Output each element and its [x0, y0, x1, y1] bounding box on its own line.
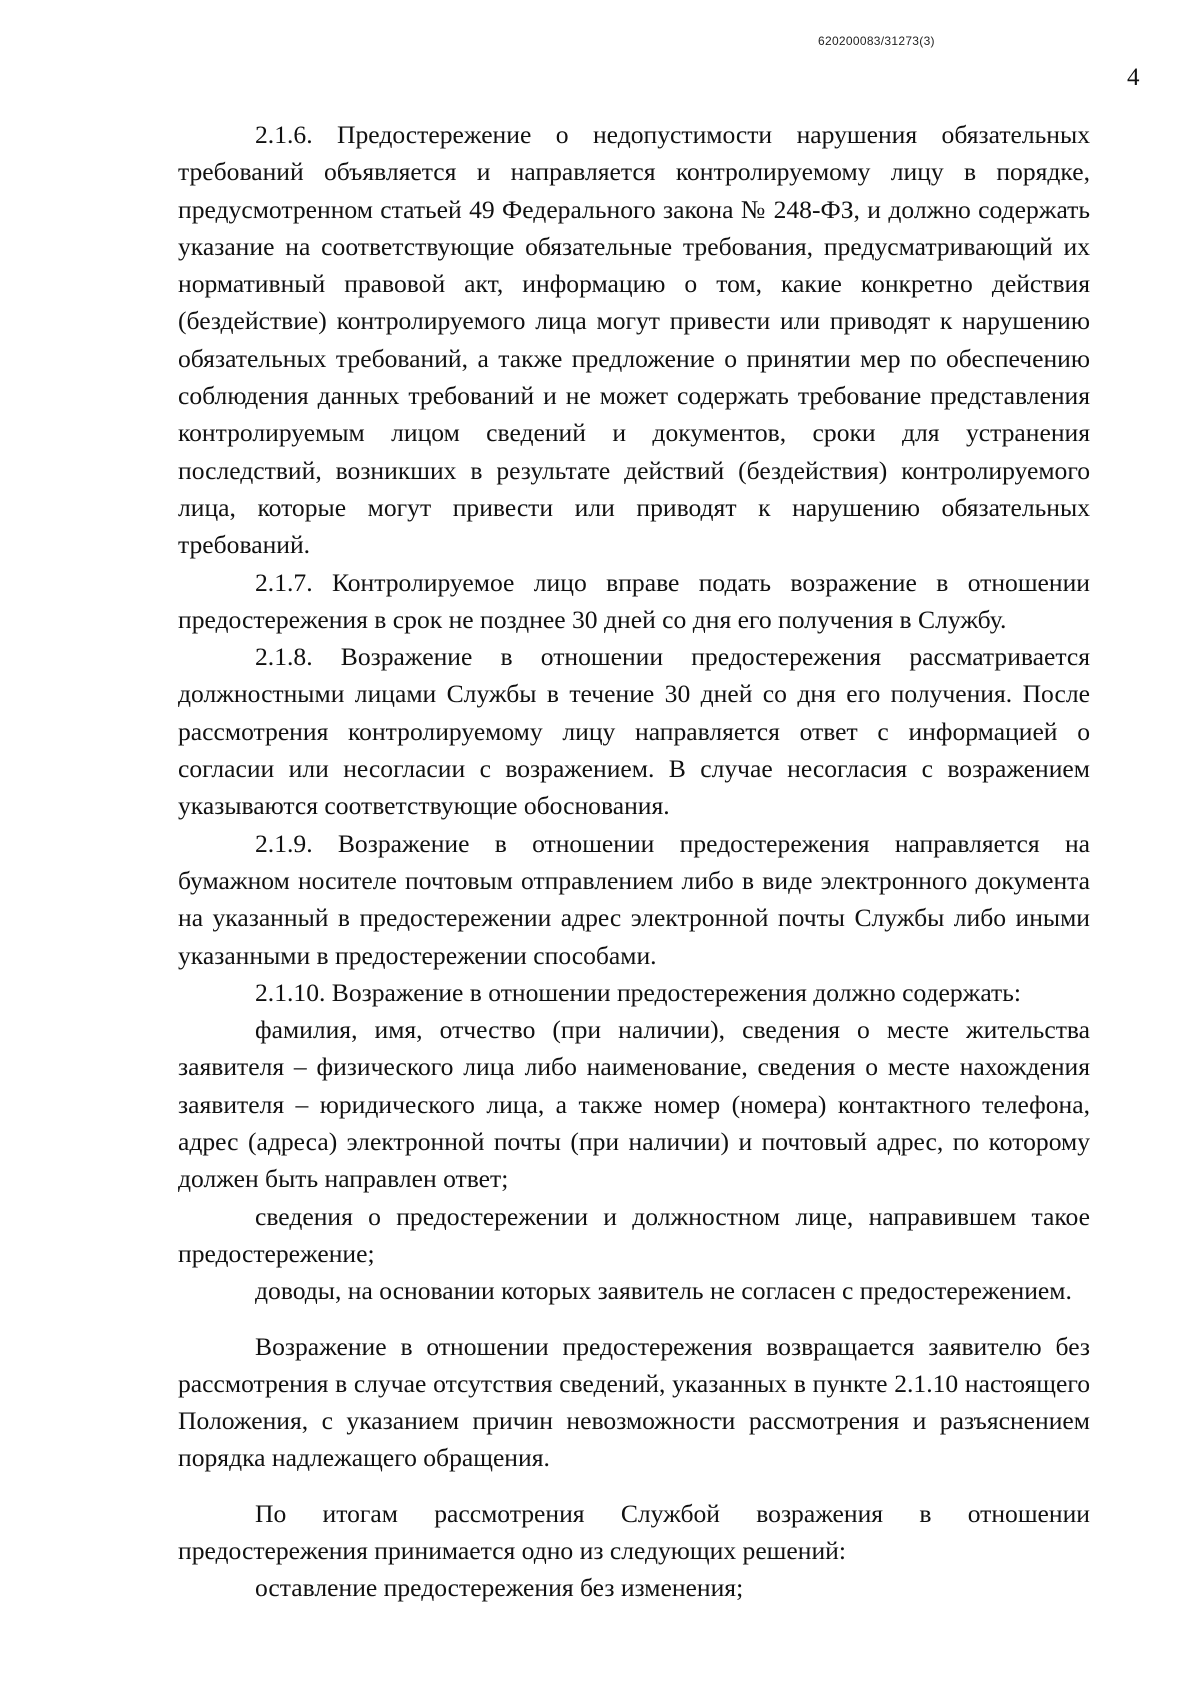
- list-item-applicant-details: фамилия, имя, отчество (при наличии), сведения о месте жительства заявителя – физического лица либо наименование, сведения о месте нахождения заявителя – юридического лица, а также номер (номера) контактного телефона, адрес (адреса) электронной почты (при наличии) и почтовый адрес, по которому должен быть направлен ответ;: [178, 1015, 1090, 1194]
- document-body: [178, 116, 1090, 1607]
- paragraph-2-1-9: 2.1.9. Возражение в отношении предостережения направляется на бумажном носителе почтовым отправлением либо в виде электронного документа на указанный в предостережении адрес электронной почты Службы либо иными указанными в предостережении способами.: [178, 828, 1090, 970]
- paragraph-return-objection: Возражение в отношении предостережения возвращается заявителю без рассмотрения в случае отсутствия сведений, указанных в пункте 2.1.10 настоящего Положения, с указанием причин невозможности рассмотрения и разъяснением порядка надлежащего обращения.: [178, 1331, 1090, 1473]
- document-registration-code: 620200083/31273(3): [818, 34, 935, 48]
- paragraph-2-1-6: 2.1.6. Предостережение о недопустимости нарушения обязательных требований объявляется и направляется контролируемому лицу в порядке, предусмотренном статьей 49 Федерального закона № 248-ФЗ, и должно содержать указание на соответствующие обязательные требования, предусматривающий их нормативный правовой акт, информацию о том, какие конкретно действия (бездействие) контролируемого лица могут привести или приводят к нарушению обязательных требований, а также предложение о принятии мер по обеспечению соблюдения данных требований и не может содержать требование представления контролируемым лицом сведений и документов, сроки для устранения последствий, возникших в результате действий (бездействия) контролируемого лица, которые могут привести или приводят к нарушению обязательных требований.: [178, 120, 1090, 560]
- paragraph-2-1-8: 2.1.8. Возражение в отношении предостережения рассматривается должностными лицами Службы в течение 30 дней со дня его получения. После рассмотрения контролируемому лицу направляется ответ с информацией о согласии или несогласии с возражением. В случае несогласия с возражением указываются соответствующие обоснования.: [178, 642, 1090, 821]
- list-item-arguments: доводы, на основании которых заявитель не согласен с предостережением.: [255, 1276, 1072, 1306]
- paragraph-2-1-7: 2.1.7. Контролируемое лицо вправе подать возражение в отношении предостережения в срок не позднее 30 дней со дня его получения в Службу.: [178, 567, 1090, 634]
- paragraph-review-results: По итогам рассмотрения Службой возражения в отношении предостережения принимается одно из следующих решений:: [178, 1498, 1090, 1565]
- list-item-warning-details: сведения о предостережении и должностном лице, направившем такое предостережение;: [178, 1201, 1090, 1268]
- page-number: 4: [1127, 64, 1140, 91]
- list-item-leave-unchanged: оставление предостережения без изменения;: [255, 1573, 744, 1603]
- paragraph-2-1-10: 2.1.10. Возражение в отношении предостережения должно содержать:: [255, 977, 1022, 1007]
